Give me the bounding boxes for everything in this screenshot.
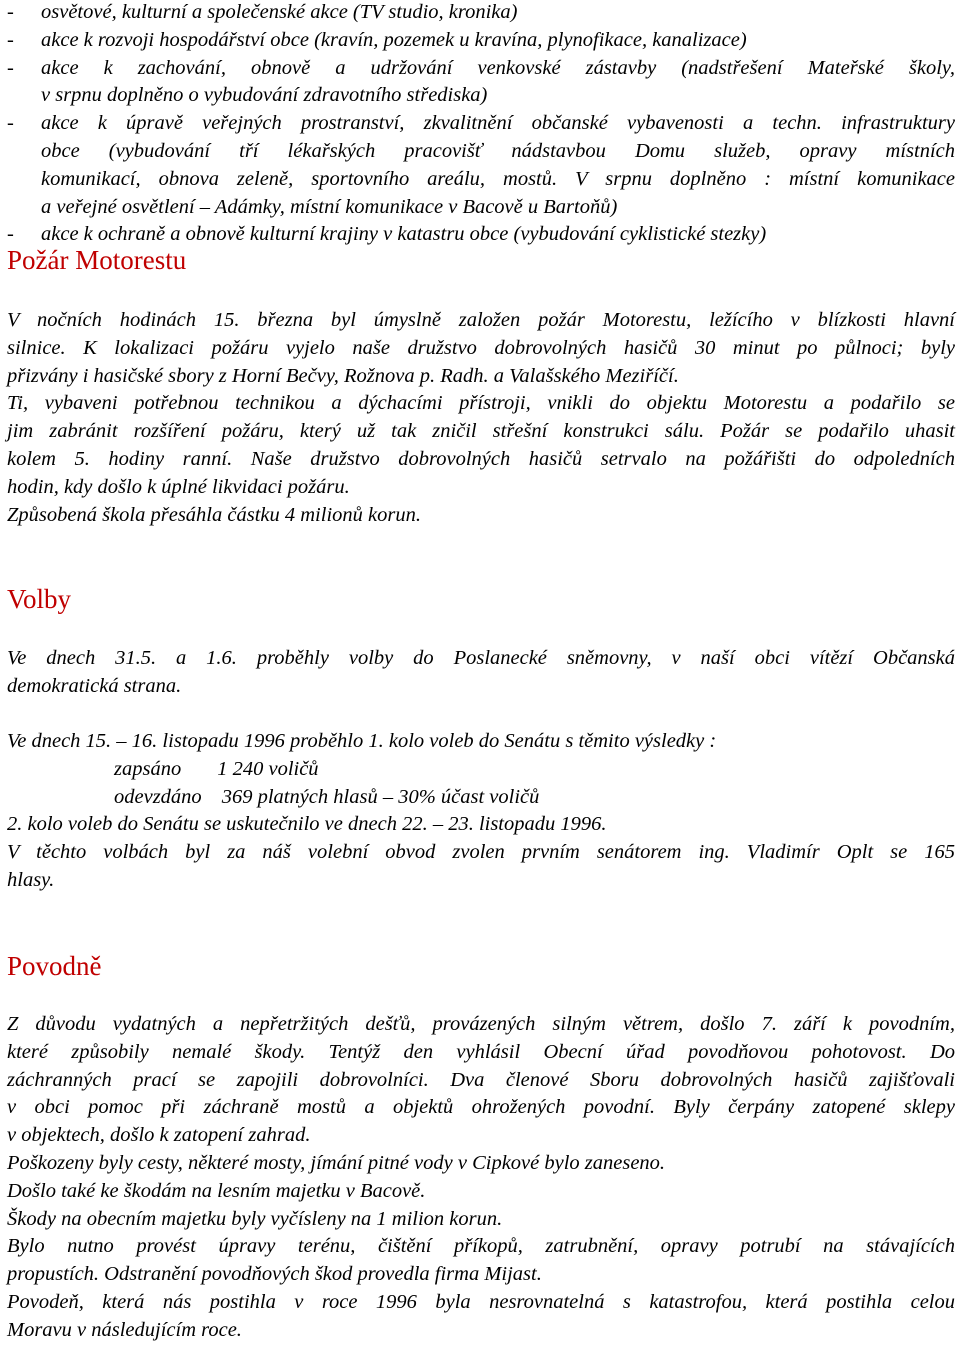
paragraph-line: v obci pomoc při záchraně mostů a objektů ohrožených povodní. Byly čerpány zatopené sklepy xyxy=(7,1096,955,1119)
paragraph-line: propustích. Odstranění povodňových škod provedla firma Mijast. xyxy=(7,1263,542,1286)
result-label: odevzdáno xyxy=(114,785,202,808)
section-heading-pozar: Požár Motorestu xyxy=(7,245,187,275)
paragraph-line: Došlo také ke škodám na lesním majetku v Bacově. xyxy=(7,1179,426,1202)
paragraph-line: v objektech, došlo k zatopení zahrad. xyxy=(7,1124,311,1147)
paragraph-line: jim zabránit rozšíření požáru, který už tak zničil střešní konstrukci sálu. Požár se podařilo uhasit xyxy=(7,420,955,443)
paragraph-line: Způsobená škola přesáhla částku 4 milionů korun. xyxy=(7,503,421,526)
paragraph-line: Ti, vybaveni potřebnou technikou a dýchacími přístroji, vnikli do objektu Motorestu a podařilo se xyxy=(7,392,955,415)
paragraph-line: V nočních hodinách 15. března byl úmyslně založen požár Motorestu, ležícího v blízkosti hlavní xyxy=(7,309,955,331)
paragraph-line: 2. kolo voleb do Senátu se uskutečnilo ve dnech 22. – 23. listopadu 1996. xyxy=(7,813,607,836)
paragraph-line: přizvány i hasičské sbory z Horní Bečvy, Rožnova p. Radh. a Valašského Meziříčí. xyxy=(7,364,679,387)
paragraph-line: kolem 5. hodiny ranní. Naše družstvo dobrovolných hasičů setrvalo na požářišti do odpoledních xyxy=(7,447,955,470)
list-item: - akce k úpravě veřejných prostranství, zkvalitnění občanské vybavenosti a techn. infrastruktury obce (vybudování tří lékařských pracovišť nádstavbou Domu služeb, opravy místních komunikací, obnova zeleně, sportovního areálu, mostů. V srpnu doplněno : místní komunikace a veřejné osvětlení – Adámky, místní komunikace v Bacově u Bartoňů) xyxy=(7,112,955,218)
paragraph-line: Moravu v následujícím roce. xyxy=(7,1318,242,1341)
section-heading-volby: Volby xyxy=(7,584,72,614)
senate-results xyxy=(7,728,955,895)
paragraph-line: Bylo nutno provést úpravy terénu, čištění příkopů, zatrubnění, opravy potrubí na stávajících xyxy=(7,1235,955,1258)
list-item: - osvětové, kulturní a společenské akce (TV studio, kronika) xyxy=(7,0,955,27)
paragraph-line: demokratická strana. xyxy=(7,674,182,697)
pozar-section xyxy=(7,307,955,529)
volby-section xyxy=(7,645,955,701)
list-item: - akce k ochraně a obnově kulturní krajiny v katastru obce (vybudování cyklistické stezky) xyxy=(7,221,955,249)
list-dash: - xyxy=(7,56,14,79)
paragraph-line: Z důvodu vydatných a nepřetržitých dešťů, provázených silným větrem, došlo 7. září k povodním, xyxy=(7,1013,955,1035)
result-label: zapsáno xyxy=(114,757,182,780)
result-value: 369 platných hlasů – 30% účast voličů xyxy=(221,785,540,808)
paragraph-line: Poškozeny byly cesty, některé mosty, jímání pitné vody v Cipkové bylo zaneseno. xyxy=(7,1151,666,1174)
list-dash: - xyxy=(7,28,14,51)
paragraph-line: hlasy. xyxy=(7,868,55,891)
list-dash: - xyxy=(7,223,14,246)
result-row-odevzdano xyxy=(7,784,955,812)
paragraph-line: silnice. K lokalizaci požáru vyjelo naše družstvo dobrovolných hasičů 30 minut po půlnoci; byly xyxy=(7,336,955,359)
list-dash: - xyxy=(7,112,14,135)
list-dash: - xyxy=(7,1,14,23)
result-value: 1 240 voličů xyxy=(217,757,319,780)
paragraph-line: které způsobily nemalé škody. Tentýž den vyhlásil Obecní úřad povodňovou pohotovost. Do xyxy=(7,1040,955,1063)
paragraph-line: Ve dnech 15. – 16. listopadu 1996 proběhlo 1. kolo voleb do Senátu s těmito výsledky : xyxy=(7,730,717,752)
result-row-zapsano xyxy=(7,756,955,784)
paragraph-line: Ve dnech 31.5. a 1.6. proběhly volby do Poslanecké sněmovny, v naší obci vítězí Občanská xyxy=(7,647,955,669)
list-item: - akce k rozvoji hospodářství obce (kravín, pozemek u kravína, plynofikace, kanalizace) xyxy=(7,27,955,55)
paragraph-line: V těchto volbách byl za náš volební obvod zvolen prvním senátorem ing. Vladimír Oplt se 165 xyxy=(7,841,955,864)
activity-list xyxy=(7,0,955,249)
paragraph-line: záchranných prací se zapojili dobrovolníci. Dva členové Sboru dobrovolných hasičů zajišťovali xyxy=(7,1068,955,1091)
paragraph-line: hodin, kdy došlo k úplné likvidaci požáru. xyxy=(7,475,350,498)
paragraph-line: Povodeň, která nás postihla v roce 1996 byla nesrovnatelná s katastrofou, která postihla celou xyxy=(7,1290,955,1313)
list-item: - akce k zachování, obnově a udržování venkovské zástavby (nadstřešení Mateřské školy, v srpnu doplněno o vybudování zdravotního střediska) xyxy=(7,56,955,107)
section-heading-povodne: Povodně xyxy=(7,951,102,981)
povodne-section xyxy=(7,1011,955,1345)
paragraph-line: Škody na obecním majetku byly vyčísleny na 1 milion korun. xyxy=(7,1207,503,1230)
